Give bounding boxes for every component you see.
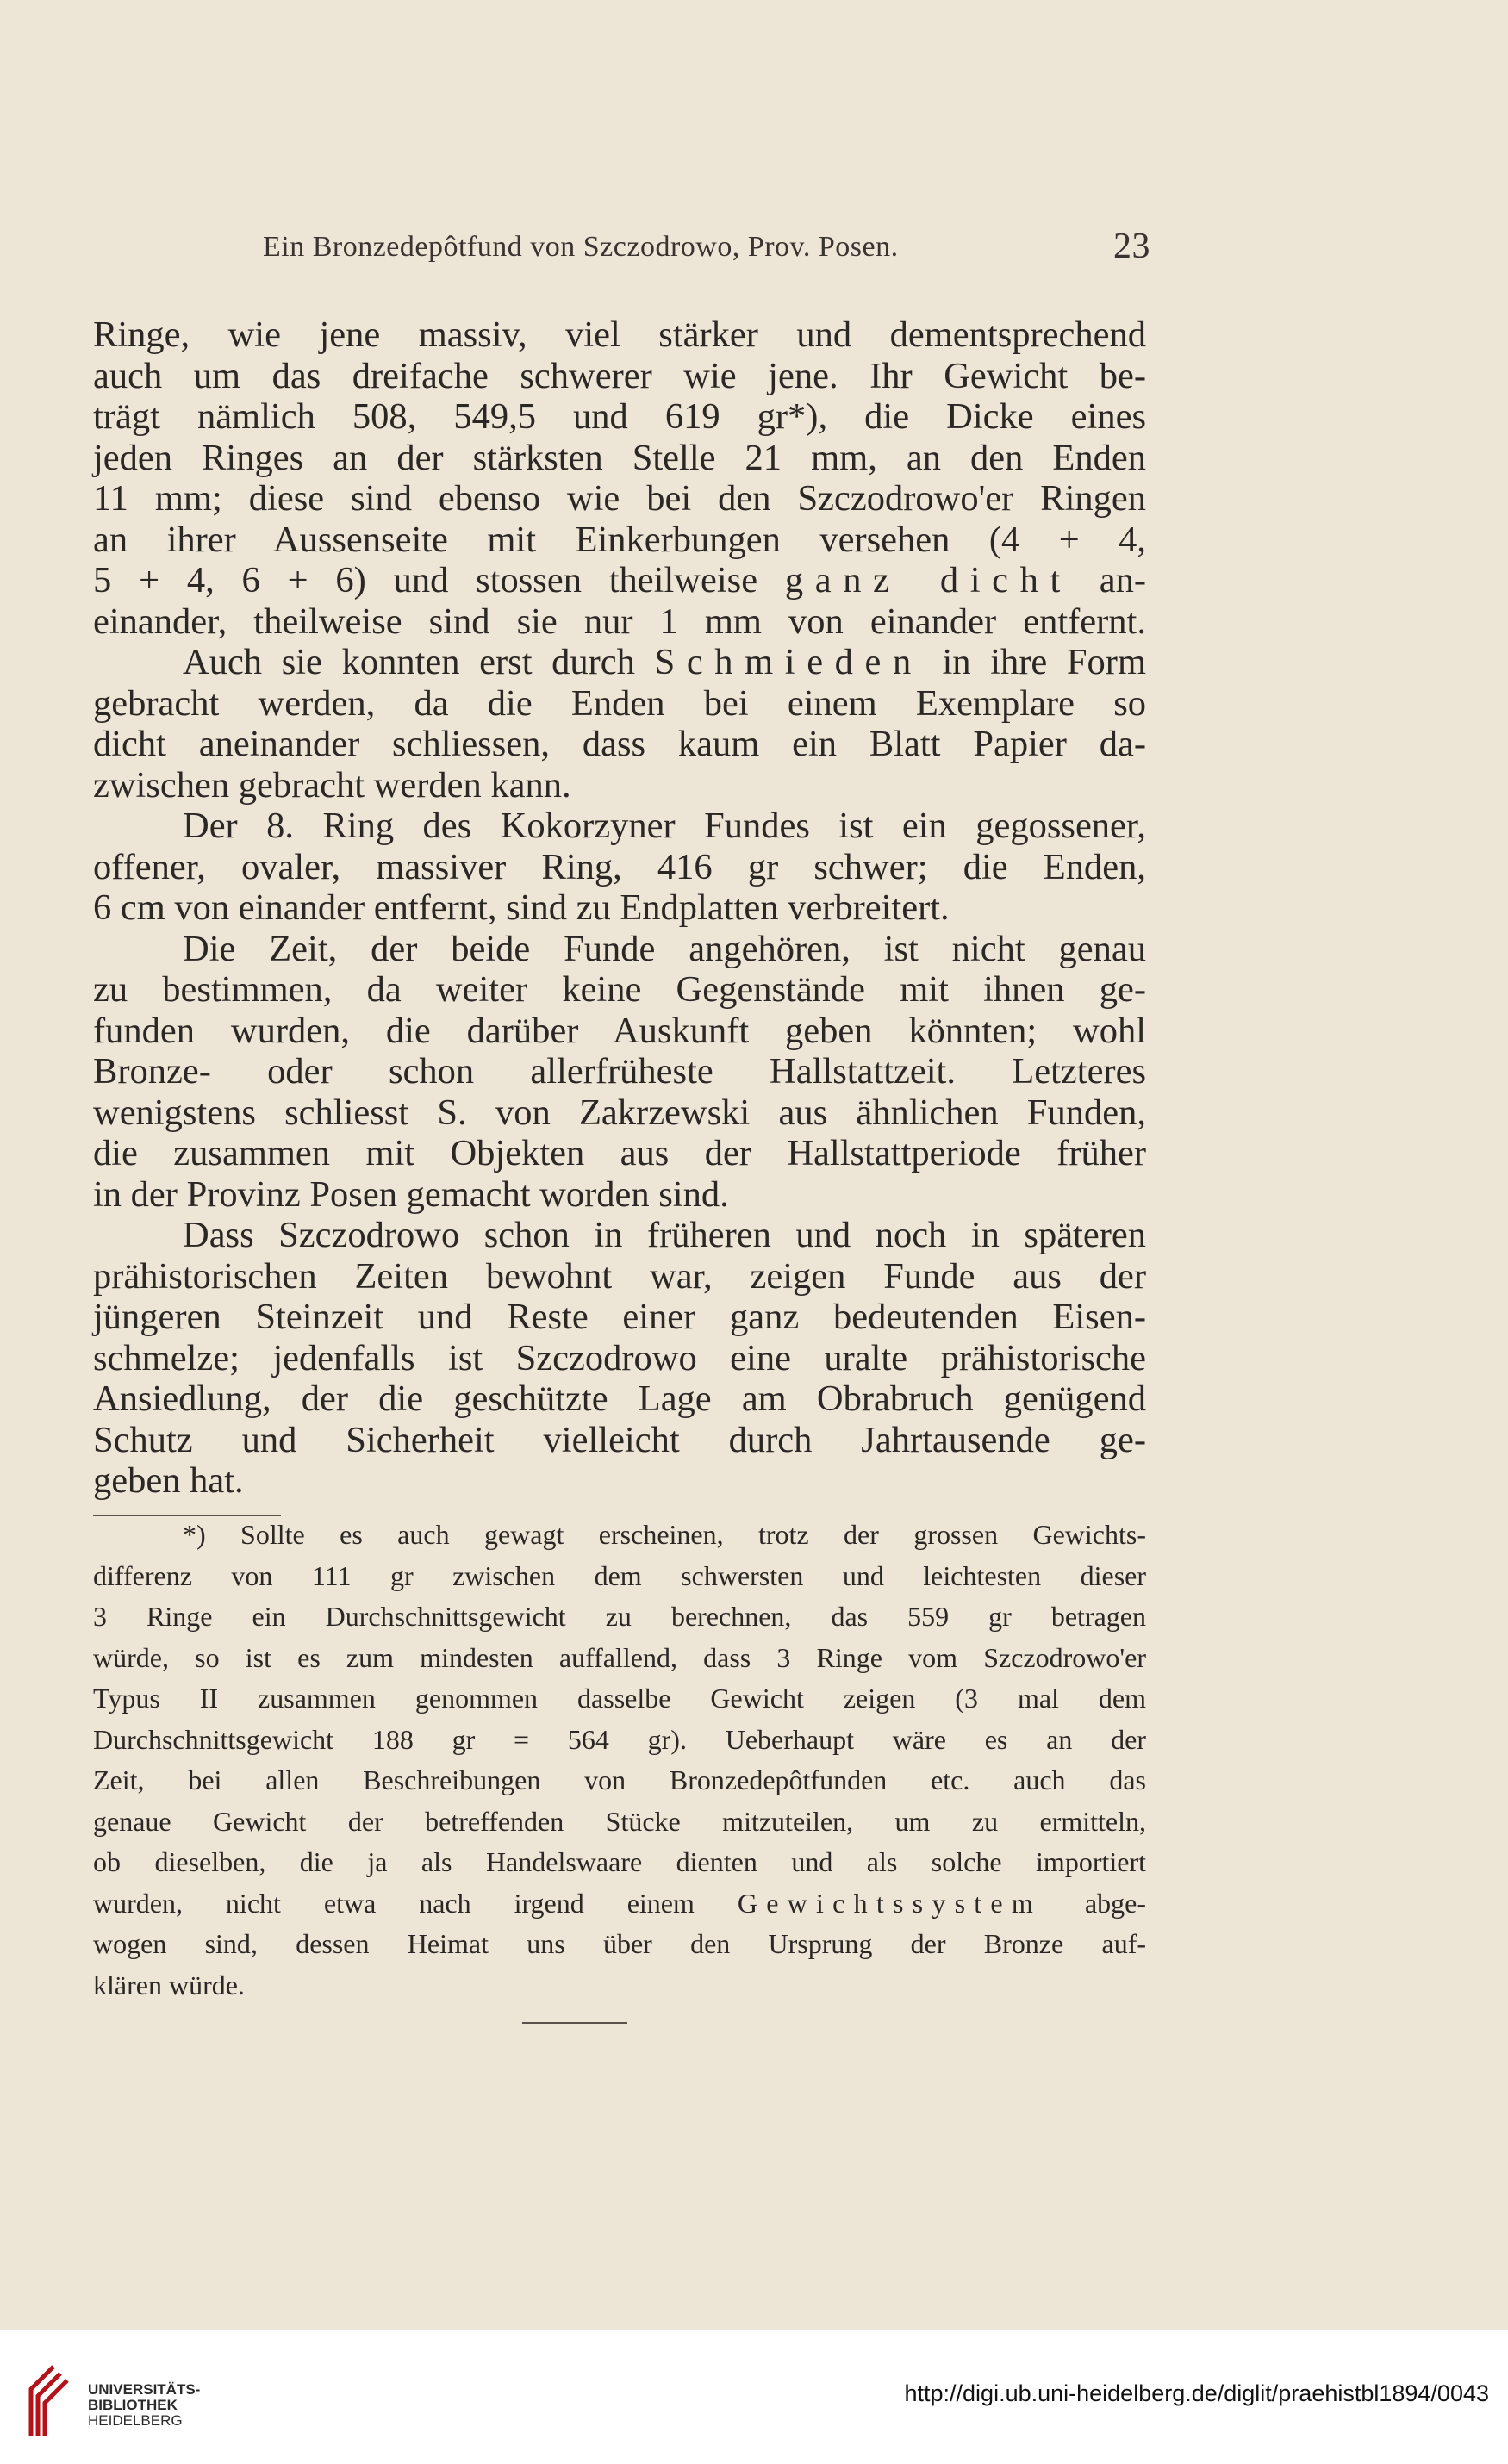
source-url-link[interactable]: http://digi.ub.uni-heidelberg.de/diglit/praehistbl1894/0043 — [904, 2380, 1489, 2406]
page-number: 23 — [1113, 227, 1150, 266]
body-text — [93, 314, 1146, 1502]
spaced-emphasis: Gewichtssystem — [737, 1887, 1042, 1919]
text-line: dicht aneinander schliessen, dass kaum ein Blatt Papier da- — [93, 724, 1146, 764]
footnote-line: genaue Gewicht der betreffenden Stücke mitzuteilen, um zu ermitteln, — [93, 1805, 1146, 1837]
text-segment: in ihre Form — [942, 642, 1147, 682]
institution-line: UNIVERSITÄTS- — [88, 2381, 201, 2398]
footer-bar — [0, 2330, 1508, 2464]
text-line: zu bestimmen, da weiter keine Gegenstände mit ihnen ge- — [93, 969, 1146, 1010]
text-line — [93, 560, 1146, 601]
text-line: Ansiedlung, der die geschützte Lage am Obrabruch genügend — [93, 1378, 1146, 1419]
footnote-line: klären würde. — [93, 1969, 245, 2000]
text-line: Bronze- oder schon allerfrüheste Hallstattzeit. Letzteres — [93, 1051, 1146, 1092]
footnote-line: differenz von 111 gr zwischen dem schwersten und leichtesten dieser — [93, 1559, 1146, 1591]
text-line: wenigstens schliesst S. von Zakrzewski aus ähnlichen Funden, — [93, 1092, 1146, 1133]
text-line: schmelze; jedenfalls ist Szczodrowo eine uralte prähistorische — [93, 1337, 1146, 1378]
footnote-line: *) Sollte es auch gewagt erscheinen, trotz der grossen Gewichts- — [183, 1519, 1146, 1550]
text-line: einander, theilweise sind sie nur 1 mm von einander entfernt. — [93, 600, 1146, 642]
text-line: jeden Ringes an der stärksten Stelle 21 mm, an den Enden — [93, 437, 1146, 478]
spaced-emphasis: Schmieden — [654, 642, 923, 682]
text-line: Der 8. Ring des Kokorzyner Fundes ist ein gegossener, — [183, 806, 1146, 846]
text-line: auch um das dreifache schwerer wie jene. Ihr Gewicht be- — [93, 355, 1146, 396]
text-segment: wurden, nicht etwa nach irgend einem — [93, 1887, 695, 1919]
footnote — [93, 1518, 1146, 2009]
text-line: funden wurden, die darüber Auskunft geben könnten; wohl — [93, 1010, 1146, 1051]
footnote-line: Durchschnittsgewicht 188 gr = 564 gr). Ueberhaupt wäre es an der — [93, 1723, 1146, 1755]
text-line — [93, 642, 1146, 683]
footnote-line: Zeit, bei allen Beschreibungen von Bronzedepôtfunden etc. auch das — [93, 1764, 1146, 1795]
text-line: gebracht werden, da die Enden bei einem Exemplare so — [93, 682, 1146, 724]
text-line: an ihrer Aussenseite mit Einkerbungen versehen (4 + 4, — [93, 519, 1146, 560]
text-line: 11 mm; diese sind ebenso wie bei den Szczodrowo'er Ringen — [93, 478, 1146, 519]
text-segment: Auch sie konnten erst durch — [183, 642, 635, 682]
text-line: Schutz und Sicherheit vielleicht durch Jahrtausende ge- — [93, 1419, 1146, 1460]
spaced-emphasis: ganz dicht — [784, 560, 1072, 600]
footnote-divider — [93, 1515, 281, 1516]
institution-name — [88, 2382, 200, 2429]
footnote-line — [93, 1887, 1146, 1928]
text-line: geben hat. — [93, 1460, 244, 1501]
text-line: zwischen gebracht werden kann. — [93, 764, 571, 806]
text-line: 6 cm von einander entfernt, sind zu Endplatten verbreitert. — [93, 887, 950, 928]
footnote-line: ob dieselben, die ja als Handelswaare dienten und als solche importiert — [93, 1846, 1146, 1877]
text-segment: an- — [1099, 560, 1146, 600]
text-line: Dass Szczodrowo schon in früheren und noch in späteren — [183, 1215, 1146, 1255]
footnote-line: wogen sind, dessen Heimat uns über den Ursprung der Bronze auf- — [93, 1928, 1146, 1959]
text-line: jüngeren Steinzeit und Reste einer ganz bedeutenden Eisen- — [93, 1297, 1146, 1337]
text-line: die zusammen mit Objekten aus der Hallstattperiode früher — [93, 1133, 1146, 1173]
text-line: Ringe, wie jene massiv, viel stärker und dementsprechend — [93, 314, 1146, 355]
text-segment: 5 + 4, 6 + 6) und stossen theilweise — [93, 560, 758, 600]
text-line: trägt nämlich 508, 549,5 und 619 gr*), die Dicke eines — [93, 396, 1146, 437]
end-divider — [522, 2022, 627, 2024]
text-line: in der Provinz Posen gemacht worden sind. — [93, 1173, 729, 1215]
running-head — [263, 226, 1150, 269]
library-logo-icon — [19, 2358, 79, 2444]
running-head-title: Ein Bronzedepôtfund von Szczodrowo, Prov. Posen. — [263, 231, 899, 263]
text-line: prähistorischen Zeiten bewohnt war, zeigen Funde aus der — [93, 1255, 1146, 1297]
text-segment: abge- — [1084, 1887, 1147, 1919]
institution-line: BIBLIOTHEK — [88, 2397, 178, 2413]
footnote-line: würde, so ist es zum mindesten auffallend, dass 3 Ringe vom Szczodrowo'er — [93, 1641, 1146, 1673]
footnote-line: Typus II zusammen genommen dasselbe Gewicht zeigen (3 mal dem — [93, 1683, 1146, 1714]
footnote-line: 3 Ringe ein Durchschnittsgewicht zu berechnen, das 559 gr betragen — [93, 1601, 1146, 1632]
institution-line: HEIDELBERG — [88, 2412, 183, 2429]
text-line: offener, ovaler, massiver Ring, 416 gr schwer; die Enden, — [93, 846, 1146, 887]
text-line: Die Zeit, der beide Funde angehören, ist nicht genau — [183, 928, 1146, 969]
